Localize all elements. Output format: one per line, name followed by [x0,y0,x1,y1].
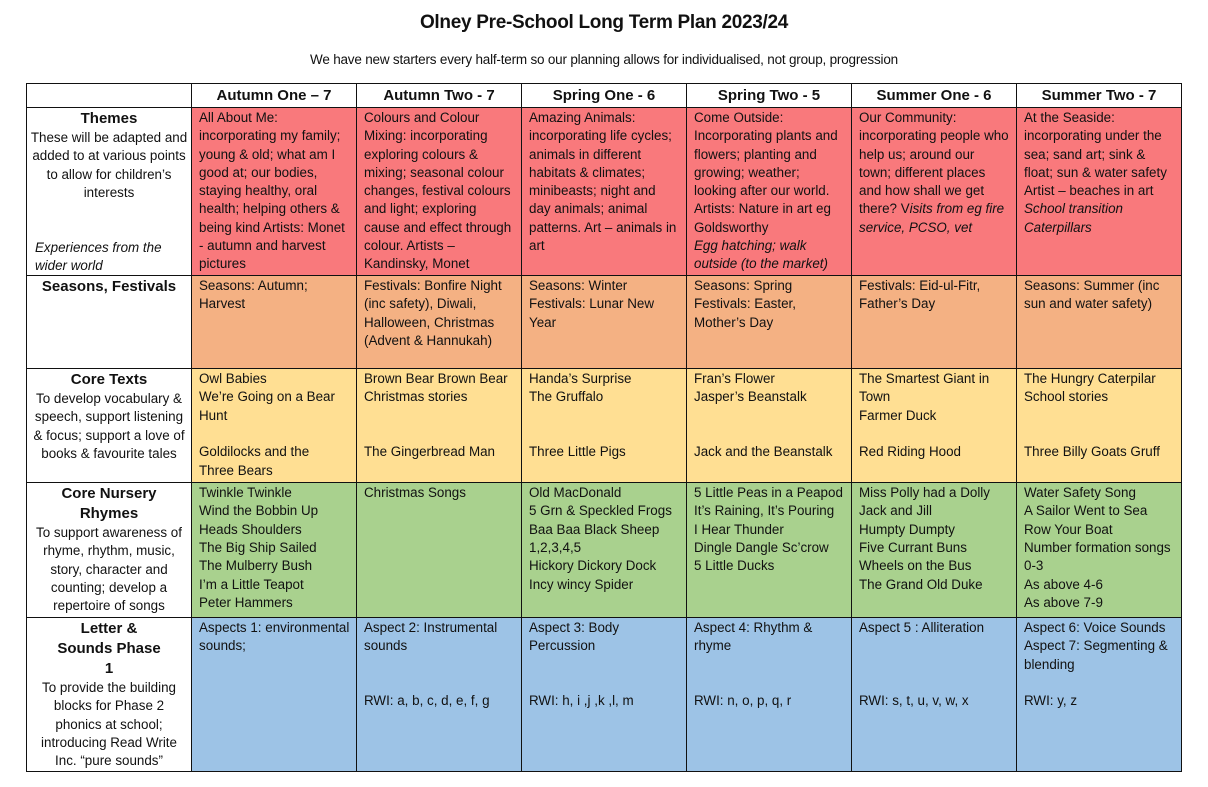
rhyme: 5 Little Peas in a Peapod [694,485,843,501]
rhyme: As above 4-6 [1024,576,1103,592]
book-title: Jack and the Beanstalk [694,444,833,460]
cell-text: Our Community: incorporating people who help us; around our town; different places and how shall we get there? V [859,110,1009,217]
core-texts-cell-spring-two [687,369,852,483]
core-texts-cell-autumn-two [357,369,522,483]
page-title: Olney Pre-School Long Term Plan 2023/24 [419,12,789,33]
rhymes-cell-summer-two [1017,483,1182,618]
letters-cell-spring-two [687,618,852,771]
cell-text: All About Me: incorporating my family; young & old; what am I good at; our bodies, staying healthy, oral health; helping others & being kind Artists: Monet - autumn and harvest pictures [199,110,345,272]
letters-cell-autumn-two [357,618,522,771]
seasons-row-header [27,276,192,369]
aspect-text: Aspect 5 : Alliteration [859,620,985,636]
book-title: Brown Bear Brown Bear [364,371,508,387]
aspect-text: Aspect 6: Voice Sounds Aspect 7: Segmenting & blending [1024,620,1172,672]
rhymes-cell-autumn-two [357,483,522,618]
rhymes-row-header [27,483,192,618]
themes-cell-spring-one [522,108,687,276]
rhyme: Old MacDonald [529,485,622,501]
letters-cell-summer-one [852,618,1017,771]
rwi-letters: RWI: s, t, u, v, w, x [859,693,969,709]
cell-italic-text: School transition Caterpillars [1024,201,1127,235]
cell-italic-text: isits from eg fire service, PCSO, vet [859,201,1005,235]
core-texts-row-header [27,369,192,483]
letters-title: Letter & Sounds Phase 1 [57,620,161,678]
aspect-text: Aspects 1: environmental sounds; [199,620,354,654]
rhyme: Hickory Dickory Dock [529,558,657,574]
rhymes-row [27,483,1182,618]
themes-title: Themes [80,110,138,127]
rwi-letters: RWI: a, b, c, d, e, f, g [364,693,490,709]
seasons-cell-summer-two: Seasons: Summer (inc sun and water safety) [1017,276,1182,369]
rhymes-cell-spring-one [522,483,687,618]
rhyme: Humpty Dumpty [859,521,955,537]
rhymes-cell-autumn-one [192,483,357,618]
rhyme: It’s Raining, It’s Pouring [694,503,835,519]
rhyme: Baa Baa Black Sheep [529,521,660,537]
long-term-plan-table [26,83,1182,772]
rhyme: 5 Little Ducks [694,558,775,574]
book-title: The Gruffalo [529,389,604,405]
aspect-text: Aspect 4: Rhythm & rhyme [694,620,817,654]
themes-cell-autumn-two [357,108,522,276]
rhyme: Incy wincy Spider [529,576,634,592]
rhymes-cell-spring-two [687,483,852,618]
book-title: Goldilocks and the [199,444,310,460]
book-title: Three Bears [199,462,273,478]
themes-row [27,108,1182,276]
rhyme: Jack and Jill [859,503,932,519]
rhyme: Christmas Songs [364,485,466,501]
book-title: Red Riding Hood [859,444,961,460]
column-header-autumn-two: Autumn Two - 7 [357,84,522,108]
seasons-cell-summer-one: Festivals: Eid-ul-Fitr, Father’s Day [852,276,1017,369]
rwi-letters: RWI: y, z [1024,693,1078,709]
rhyme: Five Currant Buns [859,540,967,556]
rhyme: Miss Polly had a Dolly [859,485,990,501]
aspect-text: Aspect 3: Body Percussion [529,620,623,654]
rhyme: Wind the Bobbin Up [199,503,319,519]
book-title: The Hungry Caterpilar [1024,371,1156,387]
rhymes-title: Core Nursery Rhymes [61,485,157,523]
header-row [27,84,1182,108]
rhyme: Row Your Boat [1024,521,1113,537]
seasons-cell-autumn-two: Festivals: Bonfire Night (inc safety), Diwali, Halloween, Christmas (Advent & Hannukah) [357,276,522,369]
rhymes-cell-summer-one [852,483,1017,618]
column-header-summer-one: Summer One - 6 [852,84,1017,108]
book-title: Farmer Duck [859,407,937,423]
book-title: Jasper’s Beanstalk [694,389,807,405]
book-title: Handa’s Surprise [529,371,632,387]
core-texts-cell-summer-one [852,369,1017,483]
book-title: The Smartest Giant in Town [859,371,993,405]
rhyme: I Hear Thunder [694,521,784,537]
core-texts-description: To develop vocabulary & speech, support listening & focus; support a love of books & favourite tales [33,391,185,462]
seasons-cell-spring-two: Seasons: Spring Festivals: Easter, Mother’s Day [687,276,852,369]
themes-row-header [27,108,192,276]
rhyme: The Mulberry Bush [199,558,313,574]
seasons-cell-spring-one: Seasons: Winter Festivals: Lunar New Year [522,276,687,369]
themes-cell-autumn-one [192,108,357,276]
seasons-row [27,276,1182,369]
rhyme: Heads Shoulders [199,521,302,537]
book-title: Three Billy Goats Gruff [1024,444,1160,460]
core-texts-row [27,369,1182,483]
themes-cell-spring-two [687,108,852,276]
rhyme: The Big Ship Sailed [199,540,317,556]
seasons-cell-autumn-one: Seasons: Autumn; Harvest [192,276,357,369]
cell-text: Amazing Animals: incorporating life cycles; animals in different habitats & climates; minibeasts; night and day animals; animal patterns. Art – animals in art [529,110,677,254]
rhyme: Peter Hammers [199,594,293,610]
letters-cell-spring-one [522,618,687,771]
column-header-spring-two: Spring Two - 5 [687,84,852,108]
core-texts-cell-summer-two [1017,369,1182,483]
rhyme: A Sailor Went to Sea [1024,503,1148,519]
rhyme: As above 7-9 [1024,594,1103,610]
rhyme: 1,2,3,4,5 [529,540,582,556]
themes-description: These will be adapted and added to at various points to allow for children’s interests [30,130,188,200]
rwi-letters: RWI: h, i ,j ,k ,l, m [529,693,634,709]
seasons-title: Seasons, Festivals [41,278,177,296]
letters-cell-autumn-one [192,618,357,771]
themes-note: Experiences from the wider world [35,240,162,274]
rhyme: The Grand Old Duke [859,576,983,592]
cell-italic-text: Egg hatching; walk outside (to the market) [694,238,828,272]
rhymes-description: To support awareness of rhyme, rhythm, music, story, character and counting; develop a repertoire of songs [36,525,182,614]
core-texts-title: Core Texts [70,371,148,389]
rwi-letters: RWI: n, o, p, q, r [694,693,792,709]
rhyme: Water Safety Song [1024,485,1136,501]
letters-description: To provide the building blocks for Phase 2 phonics at school; introducing Read Write Inc. “pure sounds” [41,680,177,769]
book-title: Three Little Pigs [529,444,626,460]
book-title: Owl Babies [199,371,267,387]
letters-row-header [27,618,192,771]
themes-cell-summer-two [1017,108,1182,276]
book-title: School stories [1024,389,1109,405]
book-title: Christmas stories [364,389,468,405]
themes-cell-summer-one [852,108,1017,276]
column-header-summer-two: Summer Two - 7 [1017,84,1182,108]
core-texts-cell-autumn-one [192,369,357,483]
rhyme: Number formation songs 0-3 [1024,540,1175,574]
letters-row [27,618,1182,771]
rhyme: I’m a Little Teapot [199,576,304,592]
book-title: The Gingerbread Man [364,444,496,460]
page-subtitle: We have new starters every half-term so our planning allows for individualised, not group, progression [310,52,898,67]
cell-text: At the Seaside: incorporating under the sea; sand art; sink & float; sun & water safety Artist – beaches in art [1024,110,1167,199]
aspect-text: Aspect 2: Instrumental sounds [364,620,501,654]
cell-text: Colours and Colour Mixing: incorporating exploring colours & mixing; seasonal colour changes, festival colours and light; exploring cause and effect through colour. Artists – Kandinsky, Monet [364,110,512,272]
rhyme: Wheels on the Bus [859,558,972,574]
cell-text: Come Outside: Incorporating plants and flowers; planting and growing; weather; looking after our world. Artists: Nature in art eg Goldsworthy [694,110,838,235]
letters-cell-summer-two [1017,618,1182,771]
column-header-spring-one: Spring One - 6 [522,84,687,108]
core-texts-cell-spring-one [522,369,687,483]
corner-cell [27,84,192,108]
rhyme: Dingle Dangle Sc’crow [694,540,829,556]
book-title: Fran’s Flower [694,371,775,387]
rhyme: 5 Grn & Speckled Frogs [529,503,672,519]
column-header-autumn-one: Autumn One – 7 [192,84,357,108]
rhyme: Twinkle Twinkle [199,485,292,501]
book-title: We’re Going on a Bear Hunt [199,389,339,423]
